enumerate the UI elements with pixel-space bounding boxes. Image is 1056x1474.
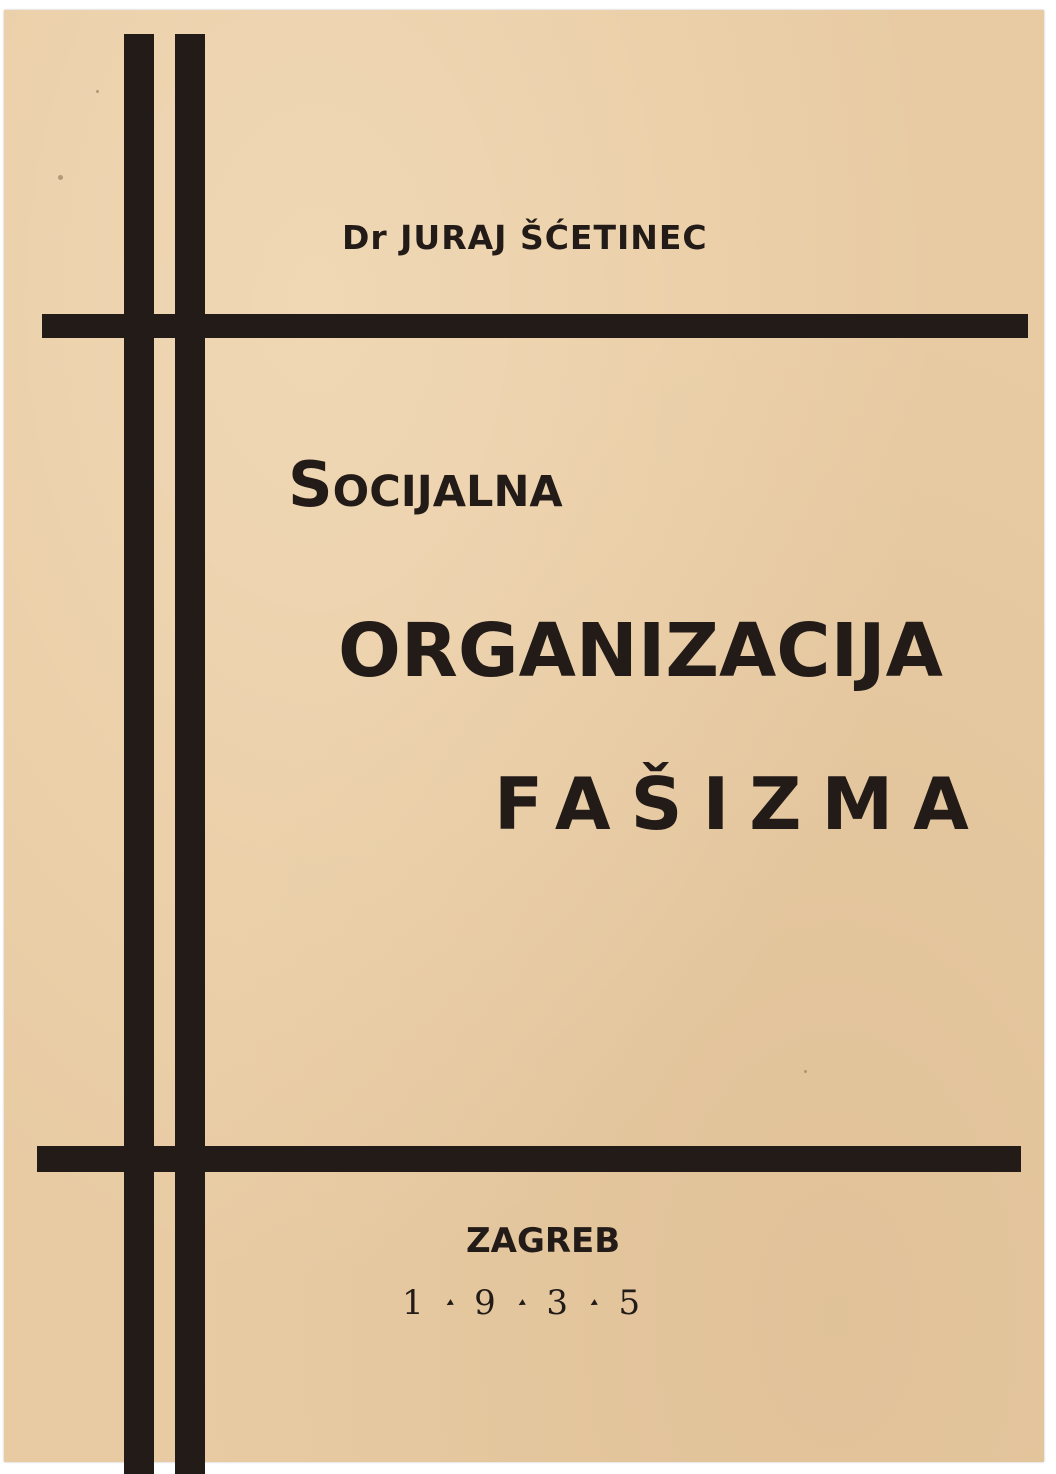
title-line-2: ORGANIZACIJA bbox=[338, 608, 943, 694]
year-digit: 3 bbox=[546, 1283, 568, 1323]
title-line-3: FAŠIZMA bbox=[494, 762, 989, 846]
year-separator: ◂ bbox=[442, 1294, 456, 1312]
paper-speck bbox=[804, 1070, 807, 1073]
year-digit: 5 bbox=[618, 1283, 641, 1323]
year-digit: 1 bbox=[402, 1283, 424, 1323]
year-separator: ◂ bbox=[514, 1294, 528, 1312]
horizontal-rule-bottom bbox=[37, 1146, 1021, 1172]
paper-speck bbox=[96, 90, 99, 93]
year-digit: 9 bbox=[474, 1283, 496, 1323]
publication-year bbox=[402, 1283, 640, 1323]
paper-speck bbox=[58, 175, 63, 180]
year-separator: ◂ bbox=[586, 1294, 600, 1312]
author-name: Dr JURAJ ŠĆETINEC bbox=[342, 218, 708, 257]
book-cover bbox=[4, 10, 1044, 1462]
publication-place: ZAGREB bbox=[466, 1221, 621, 1261]
vertical-rule-left bbox=[124, 34, 154, 1474]
title-line-1: Socijalna bbox=[288, 448, 563, 521]
horizontal-rule-top bbox=[42, 314, 1028, 338]
vertical-rule-right bbox=[175, 34, 205, 1474]
